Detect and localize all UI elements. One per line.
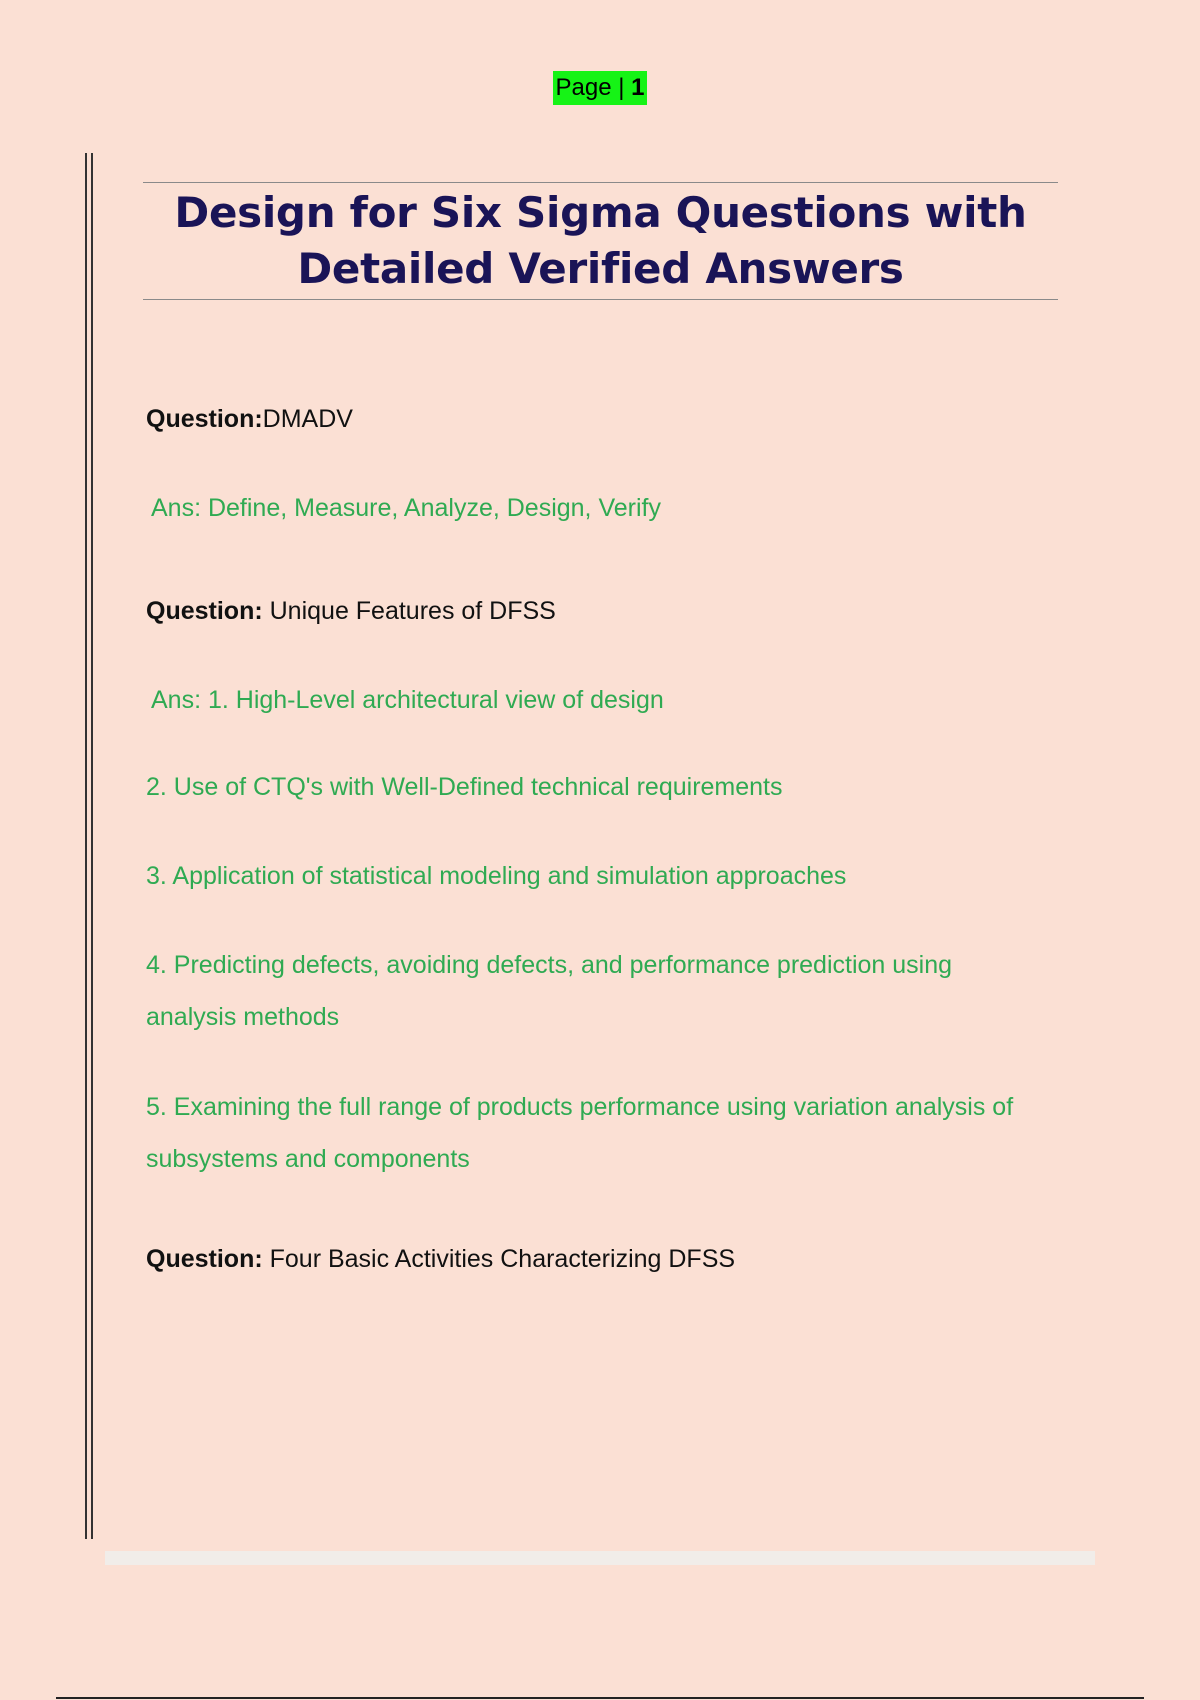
title-line-1: Design for Six Sigma Questions with [174,188,1027,237]
bottom-rule [56,1697,1144,1699]
question-label: Question: [146,597,263,625]
question-label: Question: [146,1245,263,1273]
left-margin-rule [85,153,93,1539]
answer-1: Ans: Define, Measure, Analyze, Design, Verify [151,494,661,522]
answer-2-item-4: 4. Predicting defects, avoiding defects, and performance prediction using analysis methods [146,951,953,1031]
page-word: Page | [555,74,625,101]
title-line-2: Detailed Verified Answers [297,244,904,293]
question-2 [146,597,1066,626]
document-title [174,185,1026,297]
question-label: Question: [146,405,263,433]
question-text: DMADV [262,405,353,433]
footer-bar [105,1551,1095,1565]
title-block [143,182,1058,300]
question-text: Four Basic Activities Characterizing DFSS [262,1245,736,1273]
page-header [0,71,1200,105]
answer-2-item-5: 5. Examining the full range of products performance using variation analysis of subsystems and components [146,1093,1014,1173]
answer-2-item-2: 2. Use of CTQ's with Well-Defined technical requirements [146,773,783,801]
page-number: 1 [631,74,645,101]
question-text: Unique Features of DFSS [262,597,556,625]
answer-2-item-1: Ans: 1. High-Level architectural view of design [151,686,664,714]
page-number-label [553,71,648,105]
question-1 [146,405,1066,434]
question-3 [146,1245,1066,1274]
answer-2-item-3: 3. Application of statistical modeling and simulation approaches [146,862,847,890]
